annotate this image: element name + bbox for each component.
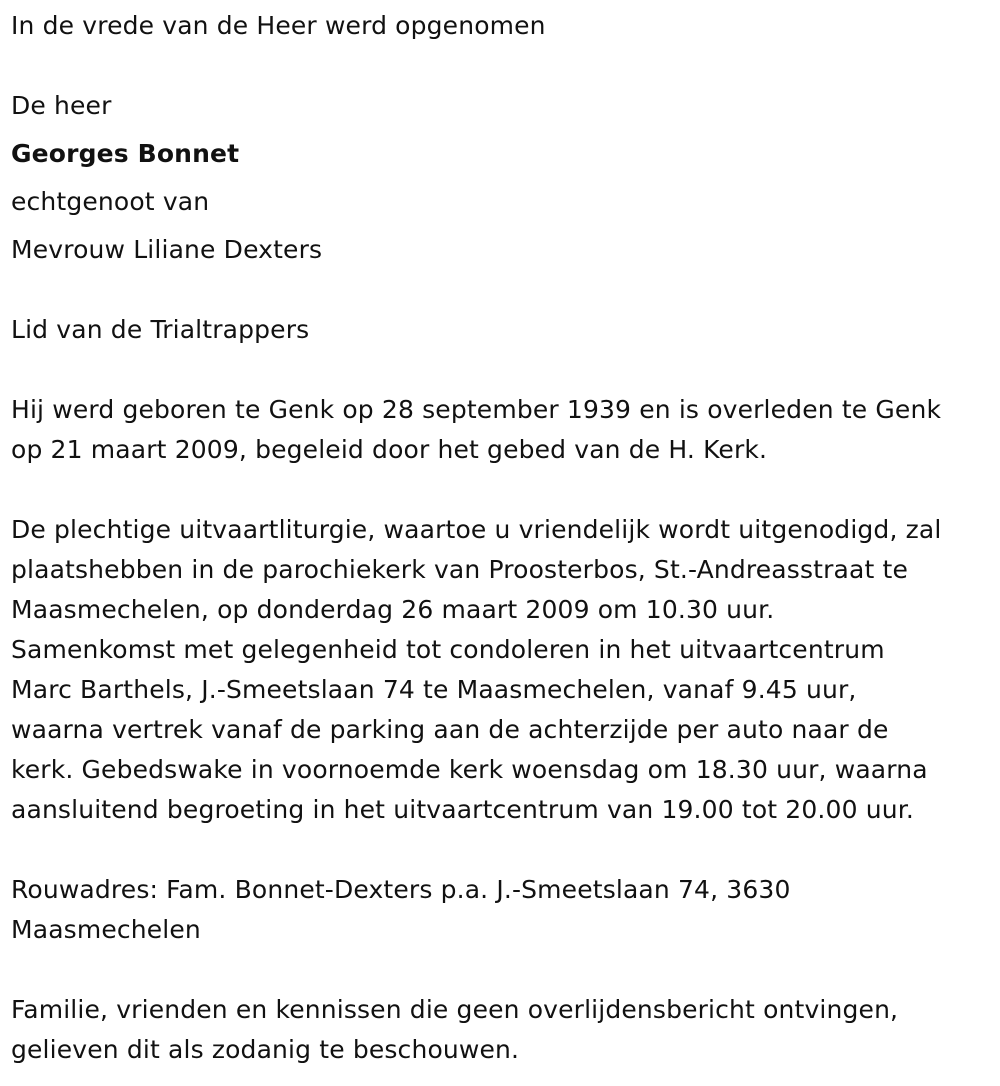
membership-line: Lid van de Trialtrappers xyxy=(11,315,310,344)
paragraph-line: Hij werd geboren te Genk op 28 september 1939 en is overleden te Genk xyxy=(11,395,942,424)
paragraph-line: aansluitend begroeting in het uitvaartcentrum van 19.00 tot 20.00 uur. xyxy=(11,795,914,824)
paragraph-line: De plechtige uitvaartliturgie, waartoe u vriendelijk wordt uitgenodigd, zal xyxy=(11,515,942,544)
paragraph-line: Samenkomst met gelegenheid tot condoleren in het uitvaartcentrum xyxy=(11,635,885,664)
birth-death-paragraph xyxy=(11,390,989,470)
deceased-block xyxy=(11,86,989,270)
relation-line: echtgenoot van xyxy=(11,187,210,216)
paragraph-line: Rouwadres: Fam. Bonnet-Dexters p.a. J.-Smeetslaan 74, 3630 xyxy=(11,875,791,904)
paragraph-line: gelieven dit als zodanig te beschouwen. xyxy=(11,1035,520,1064)
paragraph-line: op 21 maart 2009, begeleid door het gebed van de H. Kerk. xyxy=(11,435,768,464)
salutation: De heer xyxy=(11,91,112,120)
paragraph-line: waarna vertrek vanaf de parking aan de achterzijde per auto naar de xyxy=(11,715,889,744)
paragraph-line: plaatshebben in de parochiekerk van Proosterbos, St.-Andreasstraat te xyxy=(11,555,908,584)
intro-line: In de vrede van de Heer werd opgenomen xyxy=(11,11,546,40)
paragraph-line: Maasmechelen xyxy=(11,915,201,944)
paragraph-line: kerk. Gebedswake in voornoemde kerk woensdag om 18.30 uur, waarna xyxy=(11,755,928,784)
address-paragraph xyxy=(11,870,989,950)
funeral-paragraph xyxy=(11,510,989,830)
paragraph-line: Maasmechelen, op donderdag 26 maart 2009 om 10.30 uur. xyxy=(11,595,775,624)
paragraph-line: Familie, vrienden en kennissen die geen overlijdensbericht ontvingen, xyxy=(11,995,899,1024)
spouse-name: Mevrouw Liliane Dexters xyxy=(11,235,323,264)
deceased-name: Georges Bonnet xyxy=(11,139,240,168)
paragraph-line: Marc Barthels, J.-Smeetslaan 74 te Maasmechelen, vanaf 9.45 uur, xyxy=(11,675,857,704)
closing-paragraph xyxy=(11,990,989,1070)
